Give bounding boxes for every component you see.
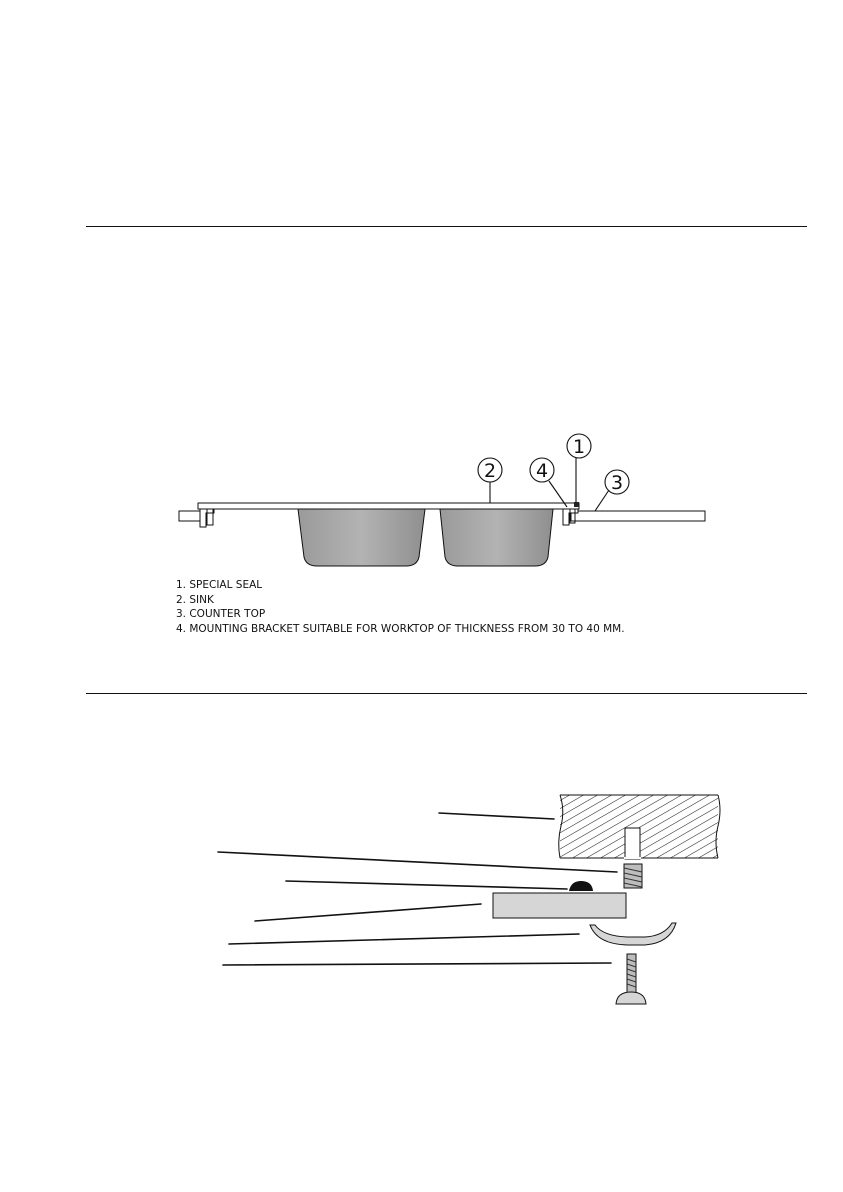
sink-cross-section xyxy=(179,502,705,566)
legend-item-special-seal: 1. SPECIAL SEAL xyxy=(176,579,263,591)
leader-threaded-insert xyxy=(218,852,617,872)
callout-4-label: 4 xyxy=(535,460,549,482)
component-legend xyxy=(176,578,625,636)
callout-4 xyxy=(530,458,567,507)
worktop-section xyxy=(559,795,720,859)
fixing-screw xyxy=(616,954,646,1004)
callout-2 xyxy=(478,458,502,503)
leader-fixing-screw xyxy=(223,963,611,965)
leader-fixing-clip xyxy=(229,934,579,944)
callout-1 xyxy=(567,434,591,503)
callout-2-label: 2 xyxy=(483,460,497,482)
callout-3 xyxy=(595,470,629,511)
leader-rubber-pad xyxy=(286,881,567,889)
legend-item-sink: 2. SINK xyxy=(176,593,214,606)
legend-item-counter-top: 3. COUNTER TOP xyxy=(176,608,266,620)
sink-rim xyxy=(198,503,579,509)
leader-bracket-plate xyxy=(255,904,481,921)
callout-1-label: 1 xyxy=(572,436,586,458)
threaded-insert xyxy=(624,864,642,888)
mounting-bracket-left xyxy=(200,509,214,527)
sink-bowl-right xyxy=(440,509,553,566)
bracket-plate xyxy=(493,893,626,918)
leader-worktop xyxy=(439,813,554,819)
callout-3-label: 3 xyxy=(610,472,624,494)
sink-bowl-left xyxy=(298,509,425,566)
fixing-assembly-exploded xyxy=(218,795,720,1004)
legend-item-mounting-bracket: 4. MOUNTING BRACKET SUITABLE FOR WORKTOP OF THICKNESS FROM 30 TO 40 MM. xyxy=(176,622,625,635)
rubber-pad xyxy=(569,881,593,891)
fixing-clip xyxy=(590,923,676,945)
countertop-right xyxy=(571,511,705,521)
leader-lines xyxy=(218,813,617,965)
